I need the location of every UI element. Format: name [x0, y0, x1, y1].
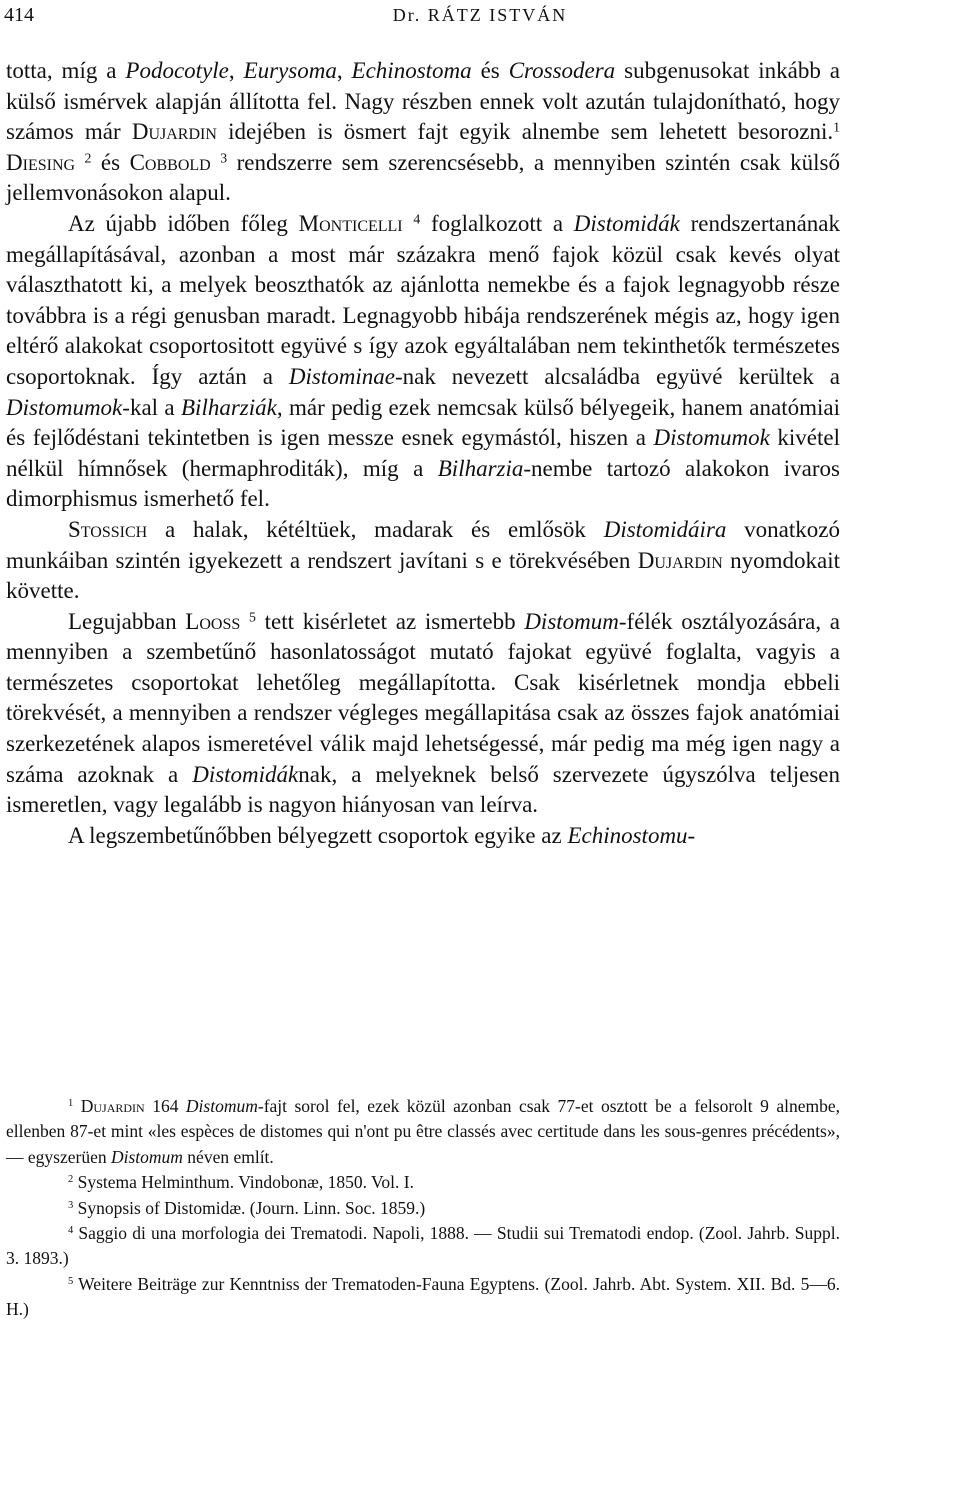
- italic-term: Eurysoma: [243, 58, 337, 83]
- italic-term: Distominae: [288, 363, 395, 389]
- text-run: Legujabban: [68, 608, 186, 634]
- paragraph: [6, 821, 840, 852]
- text-run: nyomdokait követte.: [6, 547, 840, 604]
- italic-term: Bilharzia: [437, 455, 524, 481]
- text-run: [211, 150, 220, 175]
- text-run: -nak nevezett alcsaládba együvé kerültek a: [394, 363, 840, 389]
- italic-term: Crossodera: [508, 58, 616, 83]
- footnote-marker: 5: [249, 609, 256, 625]
- author-name: Stossich: [68, 516, 148, 542]
- text-run: 164: [144, 1096, 186, 1116]
- text-run: -fajt sorol fel, ezek közül azonban csak 77-et osztott be a felsorolt 9 alnembe, ellenben 87-et mint «les espèces de distomes qui n'ont pu être classés avec certitude dans les sous-genres précédents», — egyszerüen: [6, 1096, 841, 1167]
- footnote-marker: 1: [68, 1098, 74, 1110]
- footnote-marker: 3: [220, 150, 228, 166]
- footnote-marker: 2: [68, 1174, 74, 1186]
- text-run: néven említ.: [182, 1146, 274, 1167]
- text-run: rendszerre sem szerencsésebb, a mennyiben szintén csak külső jellemvonásokon alapul.: [6, 149, 841, 206]
- text-run: idejében is ösmert fajt egyik alnembe sem lehetett besorozni.: [216, 119, 834, 145]
- footnote-marker: 4: [413, 211, 421, 227]
- author-name: Dujardin: [80, 1096, 145, 1116]
- italic-term: Distomidáira: [603, 516, 727, 542]
- text-run: ,: [228, 58, 244, 83]
- italic-term: Distomum: [524, 608, 619, 634]
- footnote-marker: 3: [68, 1199, 74, 1211]
- text-run: Az újabb időben főleg: [68, 210, 299, 236]
- footnote: [6, 1094, 840, 1170]
- text-run: kivétel nélkül hímnősek (hermaphroditák), míg a: [6, 425, 840, 481]
- main-text: [6, 56, 840, 851]
- text-run: Systema Helminthum. Vindobonæ, 1850. Vol. I.: [73, 1172, 414, 1193]
- author-name: Cobbold: [129, 149, 211, 175]
- footnote-marker: 5: [68, 1276, 74, 1288]
- text-run: [75, 150, 84, 175]
- text-run: Weitere Beiträge zur Kenntniss der Trematoden-Fauna Egyptens. (Zool. Jahrb. Abt. System. XII. Bd. 5—6. H.): [6, 1273, 840, 1320]
- author-name: Diesing: [6, 149, 76, 175]
- footnote-marker: 4: [68, 1225, 74, 1237]
- italic-term: Distomum: [110, 1146, 183, 1167]
- text-run: -nembe tartozó alakokon ivaros dimorphismus ismerhető fel.: [6, 455, 840, 512]
- text-run: nak, a melyeknek belső szervezete úgyszólva teljesen ismeretlen, vagy legalább is nagyon hiányosan van leírva.: [6, 761, 840, 818]
- italic-term: Echinostoma: [351, 58, 472, 83]
- text-run: foglalkozott a: [420, 210, 574, 236]
- text-run: rendszertanának megállapításával, azonban a most már százakra menő fajok közül csak kevés olyat választhatott ki, a melyek beoszthatók az ajánlotta nemekbe és a fajok legnagyobb része továbbra is a régi genusban maradt. Legnagyobb hibája rendszerének mégis az, hogy igen eltérő alakokat csoportositott együvé s így azok egyáltalában nem tekinthetők természetes csoportoknak. Így aztán a: [6, 210, 840, 389]
- text-run: [240, 609, 249, 634]
- footnote: [6, 1196, 840, 1221]
- author-name: Dujardin: [131, 119, 217, 145]
- text-run: subgenusokat inkább a külső ismérvek alapján állította fel. Nagy részben ennek volt azután tulajdonítható, hogy számos már: [6, 58, 841, 145]
- text-run: -félék osztályozására, a mennyiben a szembetűnő hasonlatosságot mutató fajokat együvé foglalta, vagyis a természetes csoportokat lehetőleg megállapította. Csak kisérletnek mondja ebbeli törekvését, a mennyiben a rendszer végleges megállapitása csak az összes fajok anatómiai szerkezetének alapos ismeretével válik majd lehetségessé, már pedig ma még igen nagy a száma azoknak a: [6, 608, 840, 787]
- page-number: 414: [4, 4, 34, 26]
- text-run: Saggio di una morfologia dei Trematodi. Napoli, 1888. — Studii sui Trematodi endop. (Zool. Jahrb. Suppl. 3. 1893.): [6, 1223, 840, 1269]
- footnote-marker: 2: [84, 150, 92, 166]
- text-run: , már pedig ezek nemcsak külső bélyegeik, hanem anatómiai és fejlődéstani tekintetben is igen messze esnek egymástól, hiszen a: [6, 394, 840, 451]
- footnote: [6, 1170, 840, 1195]
- text-run: és: [91, 149, 130, 175]
- text-run: tett kisérletet az ismertebb: [255, 608, 525, 634]
- paragraph: [6, 209, 840, 515]
- text-run: ,: [336, 58, 352, 83]
- running-head: Dr. RÁTZ ISTVÁN: [392, 5, 568, 25]
- paragraph: [6, 515, 840, 607]
- italic-term: Podocotyle: [125, 58, 229, 83]
- paragraph: [6, 56, 840, 209]
- italic-term: Echinostomu-: [567, 822, 696, 848]
- text-run: A legszembetűnőbben bélyegzett csoportok egyike az: [68, 822, 568, 848]
- author-name: Looss: [185, 608, 241, 634]
- page-header: [0, 0, 960, 40]
- text-run: -kal a: [122, 394, 181, 420]
- italic-term: Distomidák: [573, 210, 680, 236]
- text-run: [403, 211, 414, 236]
- text-run: totta, míg a: [6, 58, 126, 83]
- text-run: és: [471, 58, 509, 83]
- italic-term: Distomum: [185, 1096, 258, 1116]
- italic-term: Distomidák: [192, 761, 299, 787]
- author-name: Dujardin: [637, 547, 723, 573]
- footnote-marker: 1: [833, 119, 840, 135]
- italic-term: Distomumok: [6, 394, 123, 420]
- author-name: Monticelli: [298, 210, 403, 236]
- text-run: vonatkozó munkáiban szintén igyekezett a rendszert javítani s e törekvésében: [6, 516, 840, 573]
- italic-term: Bilharziák: [181, 394, 277, 420]
- paragraph: [6, 607, 840, 821]
- italic-term: Distomumok: [653, 425, 770, 451]
- text-run: [73, 1096, 80, 1116]
- footnote: [6, 1221, 840, 1272]
- footnotes: [6, 1094, 840, 1323]
- text-run: Synopsis of Distomidæ. (Journ. Linn. Soc. 1859.): [73, 1197, 426, 1218]
- footnote: [6, 1272, 840, 1323]
- text-run: a halak, kétéltüek, madarak és emlősök: [147, 516, 604, 542]
